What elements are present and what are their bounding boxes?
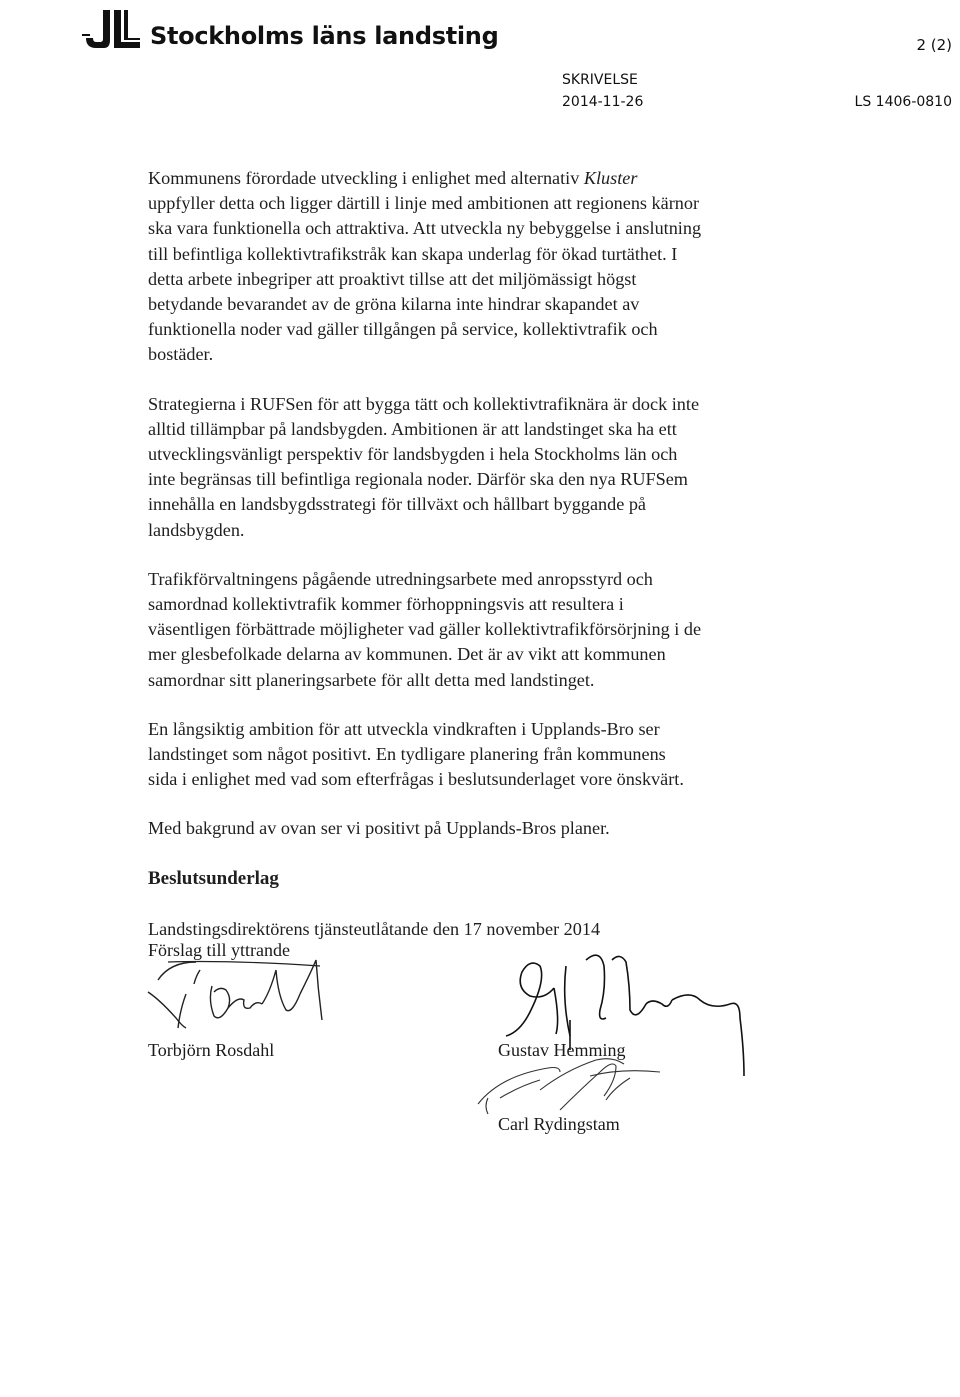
signature-rosdahl [148,960,322,1028]
text-line: väsentligen förbättrade möjligheter vad gäller kollektivtrafikförsörjning i de [148,619,702,640]
text-line: uppfyller detta och ligger därtill i linje med ambitionen att regionens kärnor [148,193,700,214]
text-line: mer glesbefolkade delarna av kommunen. Det är av vikt att kommunen [148,644,666,665]
page-number: 2 (2) [916,36,952,54]
signature-rydingstam [478,1059,660,1114]
text-line: sida i enlighet med vad som efterfrågas i beslutsunderlaget vore önskvärt. [148,769,684,790]
text-line: Med bakgrund av ovan ser vi positivt på Upplands-Bros planer. [148,818,610,839]
text-line: detta arbete inbegriper att proaktivt tillse att det miljömässigt högst [148,268,637,289]
text-line: samordnad kollektivtrafik kommer förhoppningsvis att resultera i [148,594,624,615]
signature-block [0,900,960,1160]
basis-line: Landstingsdirektörens tjänsteutlåtande den 17 november 2014 [148,918,601,939]
text-line: landsbygden. [148,519,245,540]
text-line: En långsiktig ambition för att utveckla vindkraften i Upplands-Bro ser [148,718,660,739]
text-line: utvecklingsvänligt perspektiv för landsbygden i hela Stockholms län och [148,444,678,465]
proposal-line: Förslag till yttrande [148,940,290,960]
signatory-name-3: Carl Rydingstam [498,1114,620,1134]
text-line: funktionella noder vad gäller tillgången på service, kollektivtrafik och [148,319,658,340]
handwritten-signatures [0,900,960,1160]
text-line: Strategierna i RUFSen för att bygga tätt och kollektivtrafiknära är dock inte [148,393,700,414]
text-line: inte begränsas till befintliga regionala noder. Därför ska den nya RUFSem [148,469,688,490]
text-line: bostäder. [148,344,214,365]
document-reference: LS 1406-0810 [854,94,952,110]
text-line: samordnar sitt planeringsarbete för allt detta med landstinget. [148,669,595,690]
document-type: SKRIVELSE [562,72,638,88]
paragraph-2 [148,392,808,543]
sll-logo-icon [82,8,144,50]
paragraph-5 [148,816,808,841]
text-line: innehålla en landsbygdsstrategi för tillväxt och hållbart byggande på [148,494,646,515]
text-line: landstinget som något positivt. En tydligare planering från kommunens [148,744,666,765]
text-line: betydande bevarandet av de gröna kilarna inte hindrar skapandet av [148,294,640,315]
text-line: ska vara funktionella och attraktiva. Att utveckla ny bebyggelse i anslutning [148,218,702,239]
paragraph-3 [148,567,808,693]
document-date: 2014-11-26 [562,94,644,110]
paragraph-4 [148,717,808,793]
paragraph-1 [148,166,808,368]
letter-body [148,166,808,942]
italic-term: Kluster [583,168,638,188]
signatory-name-2: Gustav Hemming [498,1040,626,1060]
text-line: alltid tillämpbar på landsbygden. Ambitionen är att landstinget ska ha ett [148,418,677,439]
organization-name: Stockholms läns landsting [150,22,499,50]
text-line: till befintliga kollektivtrafikstråk kan skapa underlag för ökad turtäthet. I [148,243,678,264]
section-heading: Beslutsunderlag [148,867,279,889]
text-line: Trafikförvaltningens pågående utredningsarbete med anropsstyrd och [148,568,653,589]
text-line: Kommunens förordade utveckling i enlighet med alternativ Kluster [148,168,638,188]
letterhead [0,0,960,120]
signatory-name-1: Torbjörn Rosdahl [148,1040,275,1060]
